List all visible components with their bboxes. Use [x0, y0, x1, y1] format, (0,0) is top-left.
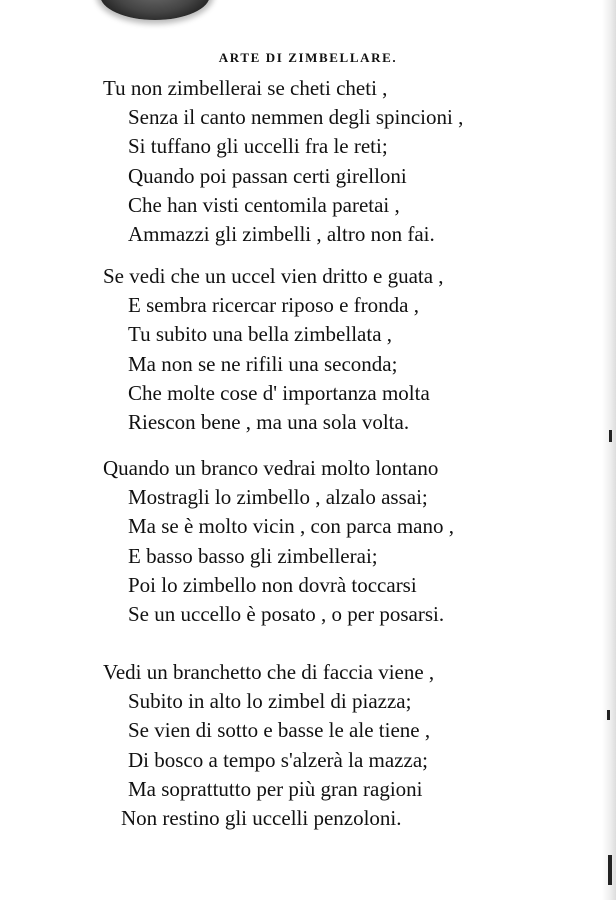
stanza-4: [103, 658, 434, 833]
verse-line: E basso basso gli zimbellerai;: [128, 543, 378, 568]
running-title: ARTE DI ZIMBELLARE.: [218, 50, 398, 65]
verse-line: Ma se è molto vicin , con parca mano ,: [128, 514, 454, 539]
verse-line: Si tuffano gli uccelli fra le reti;: [128, 134, 388, 159]
verse-line: Che han visti centomila paretai ,: [128, 192, 400, 217]
verse-line: Ma soprattutto per più gran ragioni: [128, 776, 423, 801]
stanza-3: [103, 454, 454, 629]
verse-line: E sembra ricercar riposo e fronda ,: [128, 293, 419, 318]
verse-line: Riescon bene , ma una sola volta.: [128, 409, 410, 434]
verse-line: Vedi un branchetto che di faccia viene ,: [103, 660, 435, 684]
verse-line: Poi lo zimbello non dovrà toccarsi: [128, 572, 417, 597]
verse-line: Ma non se ne rifili una seconda;: [128, 351, 398, 376]
stanza-1: [103, 74, 463, 249]
margin-mark: [608, 855, 612, 885]
margin-mark: [607, 710, 610, 720]
verse-line: Quando un branco vedrai molto lontano: [103, 456, 439, 480]
verse-line: Subito in alto lo zimbel di piazza;: [128, 689, 412, 714]
verse-line: Quando poi passan certi girelloni: [128, 163, 407, 188]
ornament-blot: [100, 0, 210, 20]
verse-line: Che molte cose d' importanza molta: [128, 380, 430, 405]
stanza-2: [103, 262, 444, 437]
verse-line: Tu subito una bella zimbellata ,: [128, 322, 393, 347]
page-edge-shadow: [602, 0, 616, 900]
verse-line: Se un uccello è posato , o per posarsi.: [128, 601, 445, 626]
verse-line: Ammazzi gli zimbelli , altro non fai.: [128, 221, 435, 246]
verse-line: Di bosco a tempo s'alzerà la mazza;: [128, 747, 428, 772]
verse-line: Se vien di sotto e basse le ale tiene ,: [128, 718, 431, 743]
verse-line: Senza il canto nemmen degli spincioni ,: [128, 105, 464, 130]
margin-mark: [609, 430, 612, 442]
verse-line: Mostragli lo zimbello , alzalo assai;: [128, 485, 428, 510]
verse-line: Tu non zimbellerai se cheti cheti ,: [103, 76, 388, 100]
verse-line: Se vedi che un uccel vien dritto e guata ,: [103, 264, 444, 288]
verse-line: Non restino gli uccelli penzoloni.: [121, 805, 402, 830]
